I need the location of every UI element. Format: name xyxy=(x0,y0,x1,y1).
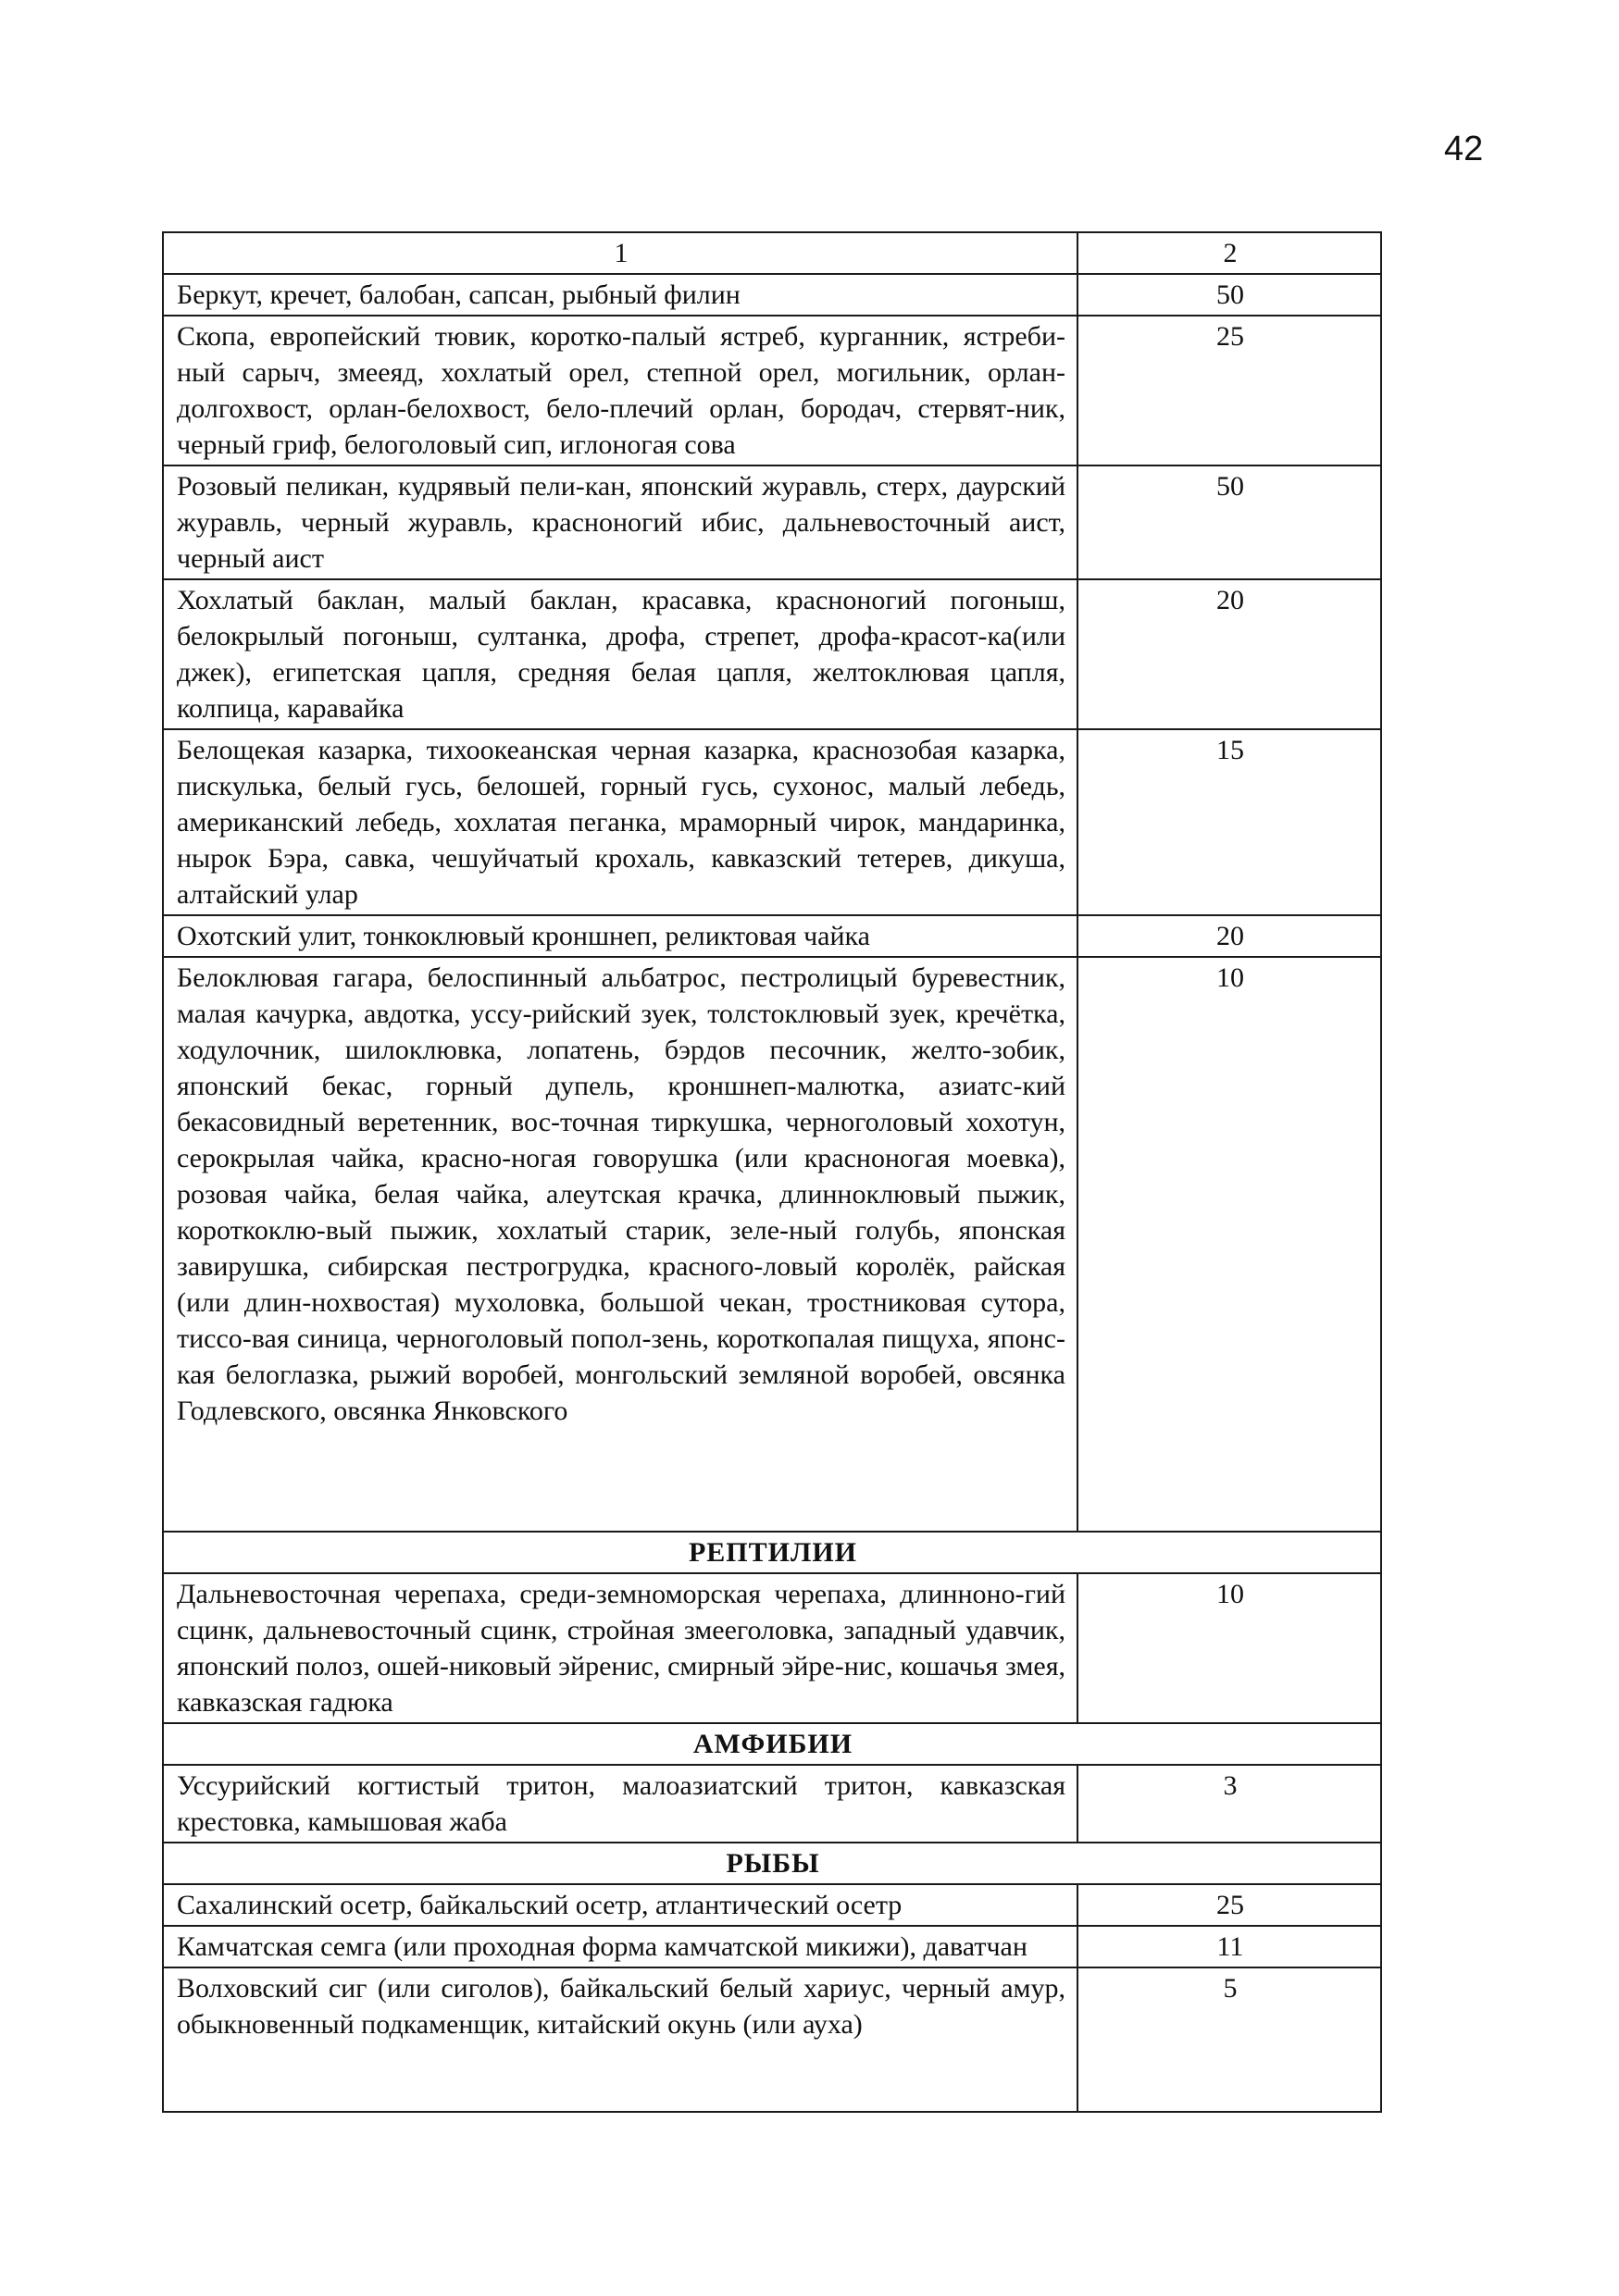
table-row xyxy=(163,579,1381,729)
table-row xyxy=(163,1573,1381,1723)
table-row xyxy=(163,465,1381,579)
value-cell: 10 xyxy=(1077,1573,1381,1723)
page-number: 42 xyxy=(1444,130,1484,168)
species-list-cell: Уссурийский когтистый тритон, малоазиатский тритон, кавказская крестовка, камышовая жаба xyxy=(163,1765,1077,1843)
species-list-cell: Хохлатый баклан, малый баклан, красавка, красноногий погоныш, белокрылый погоныш, султанка, дрофа, стрепет, дрофа-красот-ка(или джек), египетская цапля, средняя белая цапля, желтоклювая цапля, колпица, каравайка xyxy=(163,579,1077,729)
value-cell: 3 xyxy=(1077,1765,1381,1843)
table-row xyxy=(163,1765,1381,1843)
table-row xyxy=(163,1884,1381,1926)
value-cell: 50 xyxy=(1077,465,1381,579)
species-list-cell: Белоклювая гагара, белоспинный альбатрос, пестролицый буревестник, малая качурка, авдотка, уссу-рийский зуек, толстоклювый зуек, кречётка, ходулочник, шилоклювка, лопатень, бэрдов песочник, желто-зобик, японский бекас, горный дупель, кроншнеп-малютка, азиатс-кий бекасовидный веретенник, вос-точная тиркушка, черноголовый хохотун, серокрылая чайка, красно-ногая говорушка (или красноногая моевка), розовая чайка, белая чайка, алеутская крачка, длинноклювый пыжик, короткоклю-вый пыжик, хохлатый старик, зеле-ный голубь, японская завирушка, сибирская пестрогрудка, красного-ловый королёк, райская (или длин-нохвостая) мухоловка, большой чекан, тростниковая сутора, тиссо-вая синица, черноголовый попол-зень, короткопалая пищуха, японс-кая белоглазка, рыжий воробей, монгольский земляной воробей, овсянка Годлевского, овсянка Янковского xyxy=(163,957,1077,1532)
table-row xyxy=(163,274,1381,316)
table-row xyxy=(163,957,1381,1532)
species-list-cell: Волховский сиг (или сиголов), байкальский белый хариус, черный амур, обыкновенный подкаменщик, китайский окунь (или ауха) xyxy=(163,1967,1077,2112)
table-row xyxy=(163,1926,1381,1967)
value-cell: 50 xyxy=(1077,274,1381,316)
species-list-cell: Сахалинский осетр, байкальский осетр, атлантический осетр xyxy=(163,1884,1077,1926)
species-list-cell: Дальневосточная черепаха, среди-земноморская черепаха, длинноно-гий сцинк, дальневосточный сцинк, стройная змееголовка, западный удавчик, японский полоз, ошей-никовый эйренис, смирный эйре-нис, кошачья змея, кавказская гадюка xyxy=(163,1573,1077,1723)
section-header-row xyxy=(163,1723,1381,1765)
value-cell: 25 xyxy=(1077,316,1381,465)
section-title: РЫБЫ xyxy=(163,1843,1381,1884)
table-row xyxy=(163,1967,1381,2112)
section-title: РЕПТИЛИИ xyxy=(163,1532,1381,1573)
section-header-row xyxy=(163,1532,1381,1573)
table-header-row xyxy=(163,232,1381,274)
table-row xyxy=(163,316,1381,465)
value-cell: 11 xyxy=(1077,1926,1381,1967)
column-header-2: 2 xyxy=(1077,232,1381,274)
section-title: АМФИБИИ xyxy=(163,1723,1381,1765)
column-header-1: 1 xyxy=(163,232,1077,274)
species-list-cell: Розовый пеликан, кудрявый пели-кан, японский журавль, стерх, даурский журавль, черный журавль, красноногий ибис, дальневосточный аист, черный аист xyxy=(163,465,1077,579)
value-cell: 25 xyxy=(1077,1884,1381,1926)
species-list-cell: Белощекая казарка, тихоокеанская черная казарка, краснозобая казарка, пискулька, белый гусь, белошей, горный гусь, сухонос, малый лебедь, американский лебедь, хохлатая пеганка, мраморный чирок, мандаринка, нырок Бэра, савка, чешуйчатый крохаль, кавказский тетерев, дикуша, алтайский улар xyxy=(163,729,1077,915)
value-cell: 5 xyxy=(1077,1967,1381,2112)
value-cell: 20 xyxy=(1077,915,1381,957)
value-cell: 20 xyxy=(1077,579,1381,729)
table-row xyxy=(163,729,1381,915)
species-list-cell: Скопа, европейский тювик, коротко-палый ястреб, курганник, ястреби-ный сарыч, змееяд, хохлатый орел, степной орел, могильник, орлан-долгохвост, орлан-белохвост, бело-плечий орлан, бородач, стервят-ник, черный гриф, белоголовый сип, иглоногая сова xyxy=(163,316,1077,465)
value-cell: 10 xyxy=(1077,957,1381,1532)
section-header-row xyxy=(163,1843,1381,1884)
species-list-cell: Камчатская семга (или проходная форма камчатской микижи), даватчан xyxy=(163,1926,1077,1967)
table-row xyxy=(163,915,1381,957)
species-value-table xyxy=(162,231,1382,2113)
species-list-cell: Охотский улит, тонкоклювый кроншнеп, реликтовая чайка xyxy=(163,915,1077,957)
species-list-cell: Беркут, кречет, балобан, сапсан, рыбный филин xyxy=(163,274,1077,316)
value-cell: 15 xyxy=(1077,729,1381,915)
